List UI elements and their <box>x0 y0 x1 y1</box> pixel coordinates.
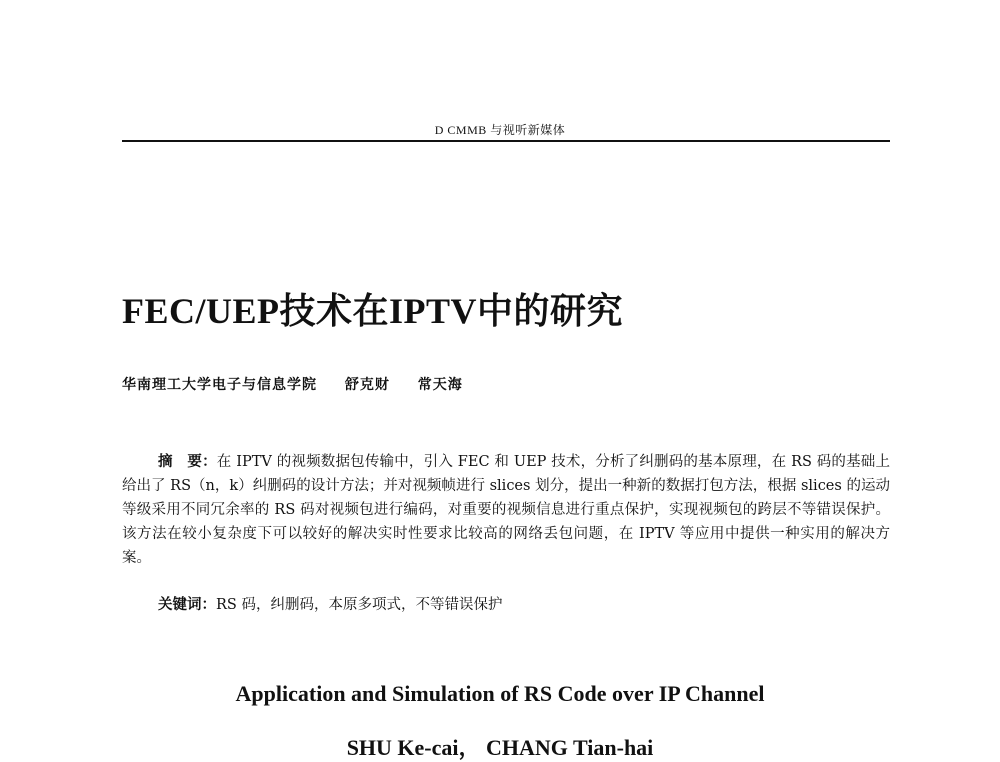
running-header: D CMMB 与视听新媒体 <box>434 123 566 137</box>
author-name: 常天海 <box>417 377 463 393</box>
author-line <box>122 374 463 394</box>
header-rule <box>122 140 890 142</box>
abstract-label: 摘 要： <box>158 453 217 470</box>
keywords <box>158 593 502 617</box>
abstract-text: 在 IPTV 的视频数据包传输中，引入 FEC 和 UEP 技术，分析了纠删码的基本原理，在 RS 码的基础上给出了 RS（n，k）纠删码的设计方法；并对视频帧进行 slices 划分，提出一种新的数据打包方法，根据 slices 的运动等级采用不同冗余率的 RS 码对视频包进行编码，对重要的视频信息进行重点保护，实现视频包的跨层不等错误保护。该方法在较小复杂度下可以较好的解决实时性要求比较高的网络丢包问题，在 IPTV 等应用中提供一种实用的解决方案。 <box>122 454 891 566</box>
author-name: 舒克财 <box>344 377 390 393</box>
paper-title: FEC/UEP技术在IPTV中的研究 <box>122 291 624 331</box>
keywords-text: RS 码，纠删码，本原多项式，不等错误保护 <box>216 597 503 613</box>
english-authors: SHU Ke-cai， CHANG Tian-hai <box>346 735 654 760</box>
affiliation: 华南理工大学电子与信息学院 <box>122 377 317 393</box>
english-title: Application and Simulation of RS Code over IP Channel <box>235 681 765 706</box>
abstract <box>122 450 890 570</box>
keywords-label: 关键词： <box>158 596 216 613</box>
